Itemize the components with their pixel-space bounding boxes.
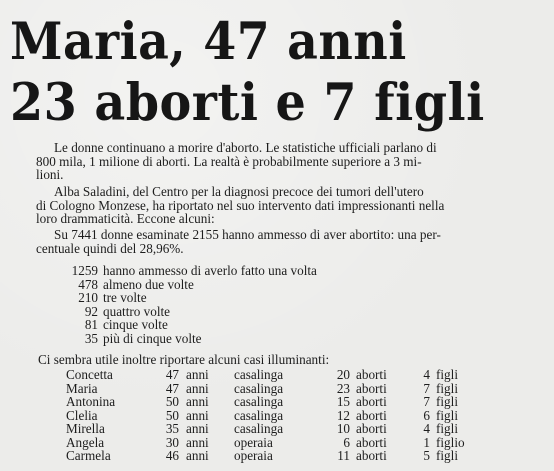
case-children: 7: [423, 380, 430, 396]
paragraph-statistics: [36, 228, 540, 255]
case-abortions: 6: [343, 434, 350, 450]
headline-line-1: Maria, 47 anni: [10, 12, 407, 72]
case-age: 46: [165, 448, 179, 463]
count-number: 92: [84, 303, 98, 319]
paragraph-source-text: Alba Saladini, del Centro per la diagnosi precoce dei tumori dell'utero di Cologno Monzese, ha riportato nel suo intervento dati impressionanti nella loro drammaticità. Eccone alcuni:: [36, 184, 445, 227]
case-age-label: anni: [186, 407, 209, 423]
case-age: 35: [165, 421, 179, 436]
case-abortions: 15: [336, 394, 350, 409]
case-abortions-label: aborti: [356, 448, 387, 463]
case-children: 1: [423, 434, 430, 450]
paragraph-intro-text: Le donne continuano a morire d'aborto. Le statistiche ufficiali parlano di 800 mila, 1 milione di aborti. La realtà è probabilmente superiore a 3 mi- lioni.: [36, 140, 437, 183]
case-abortions: 11: [337, 448, 350, 463]
case-occupation: casalinga: [234, 407, 284, 423]
abortion-count-list: [66, 264, 317, 346]
count-text: hanno ammesso di averlo fatto una volta: [103, 263, 317, 278]
count-row: [66, 318, 317, 332]
case-abortions-label: aborti: [356, 407, 387, 423]
case-children-label: figli: [436, 367, 458, 382]
case-name: Clelia: [66, 407, 98, 423]
case-occupation: operaia: [234, 448, 273, 463]
case-children-label: figli: [436, 394, 458, 409]
case-age-label: anni: [186, 394, 209, 409]
case-name: Maria: [66, 380, 98, 396]
count-text: più di cinque volte: [103, 330, 202, 346]
case-name: Antonina: [66, 394, 116, 409]
case-children: 4: [423, 367, 430, 382]
case-age: 47: [165, 380, 179, 396]
case-age: 30: [165, 434, 179, 450]
count-text: quattro volte: [103, 303, 171, 319]
count-row: [66, 264, 317, 278]
case-age-label: anni: [186, 380, 209, 396]
case-name: Carmela: [66, 448, 111, 463]
case-age: 47: [165, 367, 179, 382]
count-number: 210: [78, 290, 98, 306]
count-row: [66, 305, 317, 319]
count-number: 81: [84, 317, 98, 333]
case-occupation: casalinga: [234, 421, 284, 436]
case-abortions: 23: [336, 380, 350, 396]
count-text: cinque volte: [103, 317, 168, 333]
case-children-label: figli: [436, 380, 458, 396]
case-occupation: operaia: [234, 434, 273, 450]
case-abortions-label: aborti: [356, 380, 387, 396]
paragraph-statistics-text: Su 7441 donne esaminate 2155 hanno ammesso di aver abortito: una per- centuale quindi del 28,96%.: [36, 227, 441, 256]
case-children-label: figli: [436, 407, 458, 423]
case-name: Angela: [66, 434, 105, 450]
case-children-label: figlio: [436, 434, 465, 450]
case-age-label: anni: [186, 421, 209, 436]
case-age-label: anni: [186, 434, 209, 450]
case-children: 7: [423, 394, 430, 409]
case-name: Mirella: [66, 421, 105, 436]
case-abortions: 10: [336, 421, 350, 436]
paragraph-source: [36, 185, 540, 226]
case-abortions-label: aborti: [356, 367, 387, 382]
case-children: 5: [423, 448, 430, 463]
case-occupation: casalinga: [234, 394, 284, 409]
count-text: tre volte: [103, 290, 147, 306]
case-age: 50: [165, 407, 179, 423]
case-children: 4: [423, 421, 430, 436]
case-occupation: casalinga: [234, 380, 284, 396]
case-age-label: anni: [186, 448, 209, 463]
count-number: 478: [78, 276, 98, 292]
case-children: 6: [423, 407, 430, 423]
case-age-label: anni: [186, 367, 209, 382]
case-children-label: figli: [436, 448, 458, 463]
count-row: [66, 332, 317, 346]
count-number: 1259: [71, 263, 98, 278]
case-abortions: 12: [336, 407, 350, 423]
headline-line-2: 23 aborti e 7 figli: [10, 73, 485, 133]
case-abortions-label: aborti: [356, 421, 387, 436]
paragraph-intro: [36, 141, 540, 182]
case-abortions-label: aborti: [356, 434, 387, 450]
count-number: 35: [84, 330, 98, 346]
cases-intro: Ci sembra utile inoltre riportare alcuni casi illuminanti:: [38, 352, 330, 367]
case-children-label: figli: [436, 421, 458, 436]
count-text: almeno due volte: [103, 276, 194, 292]
count-row: [66, 291, 317, 305]
case-age: 50: [165, 394, 179, 409]
case-name: Concetta: [66, 367, 113, 382]
case-abortions: 20: [336, 367, 350, 382]
case-occupation: casalinga: [234, 367, 284, 382]
case-abortions-label: aborti: [356, 394, 387, 409]
count-row: [66, 278, 317, 292]
